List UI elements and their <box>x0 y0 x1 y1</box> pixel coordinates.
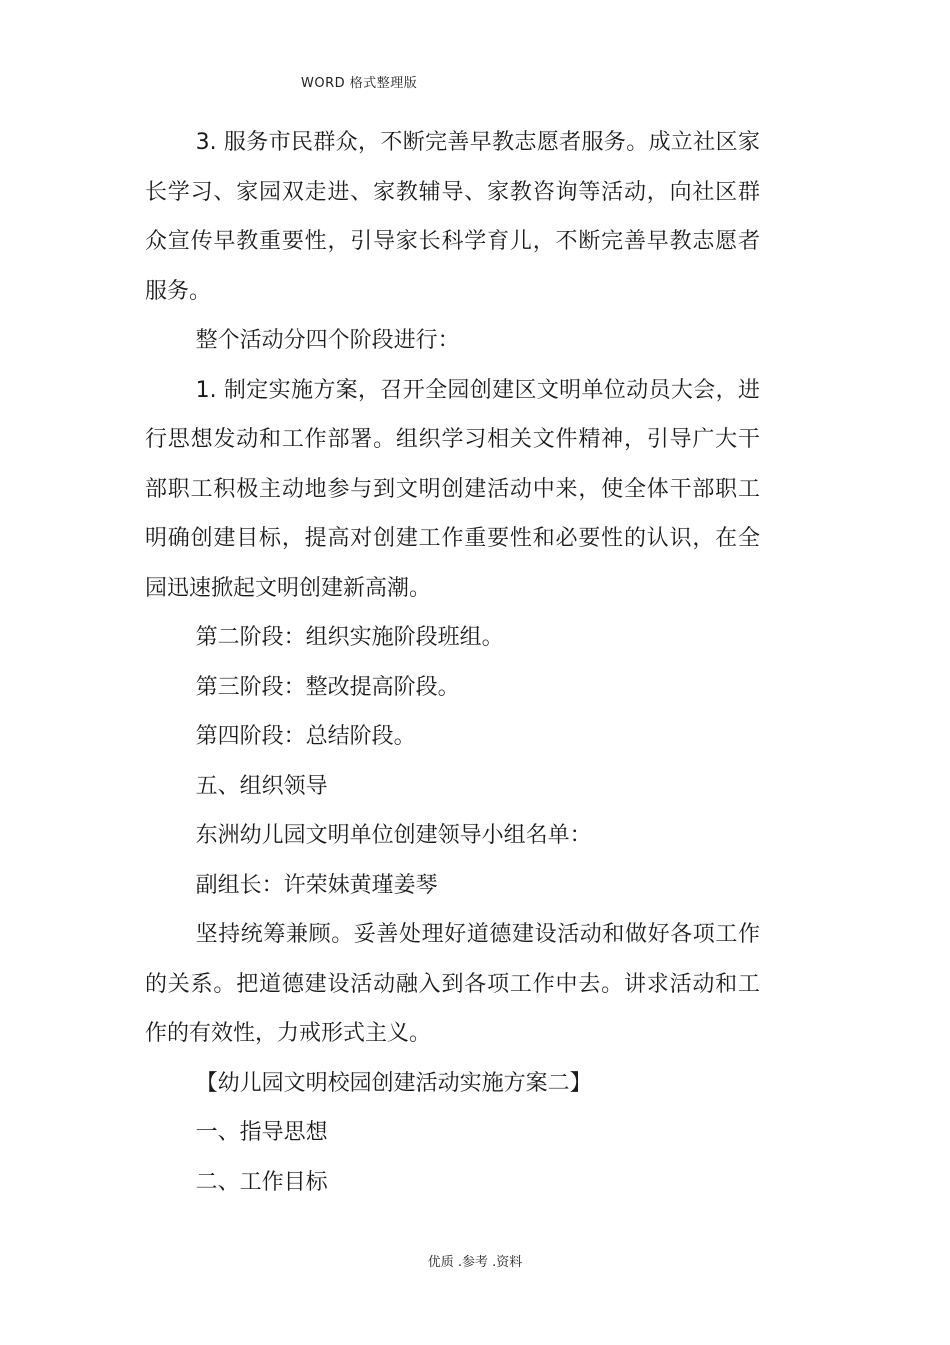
heading-guiding-ideology: 一、指导思想 <box>195 1120 328 1145</box>
paragraph-stage-four: 第四阶段：总结阶段。 <box>195 724 416 749</box>
heading-organization-leadership: 五、组织领导 <box>195 773 328 799</box>
heading-work-goals: 二、工作目标 <box>195 1169 328 1195</box>
paragraph-service-volunteers: 3. 服务市民群众，不断完善早教志愿者服务。成立社区家长学习、家园双走进、家教辅导、家教咨询等活动，向社区群众宣传早教重要性，引导家长科学育儿，不断完善早教志愿者服务。 <box>145 130 760 304</box>
paragraph-overall-planning: 坚持统筹兼顾。妥善处理好道德建设活动和做好各项工作的关系。把道德建设活动融入到各项工作中去。讲求活动和工作的有效性，力戒形式主义。 <box>145 922 760 1046</box>
document-body <box>145 118 760 1207</box>
paragraph-four-stages-intro: 整个活动分四个阶段进行： <box>195 328 460 353</box>
paragraph-stage-three: 第三阶段：整改提高阶段。 <box>195 674 460 700</box>
paragraph-stage-two: 第二阶段：组织实施阶段班组。 <box>195 625 504 650</box>
heading-plan-two: 【幼儿园文明校园创建活动实施方案二】 <box>195 1070 592 1096</box>
paragraph-deputy-leaders: 副组长：许荣妹黄瑾姜琴 <box>195 872 438 898</box>
page-header: WORD 格式整理版 <box>301 76 418 91</box>
page-footer: 优质 .参考 .资料 <box>427 1255 523 1270</box>
paragraph-leadership-list-title: 东洲幼儿园文明单位创建领导小组名单： <box>195 823 592 848</box>
paragraph-stage-one: 1. 制定实施方案，召开全园创建区文明单位动员大会，进行思想发动和工作部署。组织学习相关文件精神，引导广大干部职工积极主动地参与到文明创建活动中来，使全体干部职工明确创建目标，提高对创建工作重要性和必要性的认识，在全园迅速掀起文明创建新高潮。 <box>145 377 760 601</box>
